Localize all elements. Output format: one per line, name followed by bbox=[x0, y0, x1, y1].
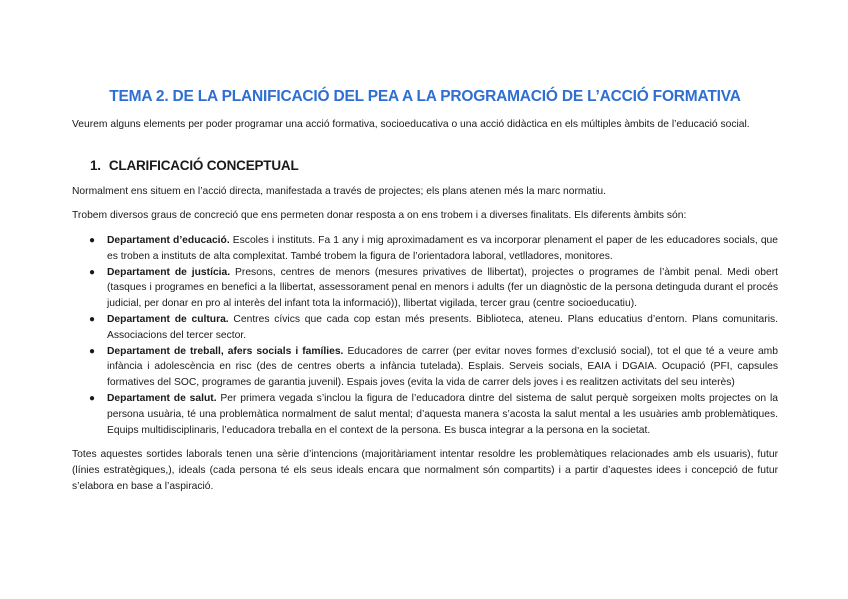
list-item bbox=[72, 265, 778, 312]
list-item-lead: Departament de salut. bbox=[107, 392, 217, 404]
list-item-lead: Departament de cultura. bbox=[107, 313, 229, 325]
document-title: TEMA 2. DE LA PLANIFICACIÓ DEL PEA A LA PROGRAMACIÓ DE L’ACCIÓ FORMATIVA bbox=[109, 88, 741, 105]
paragraph-3: Totes aquestes sortides laborals tenen una sèrie d’intencions (majoritàriament intentar resoldre les problemàtiques relacionades amb els usuaris), futur (línies estratègiques,), ideals (cada persona té els seus ideals encara que normalment són compartits) i a partir d’aquestes idees i concepció de futur s’elabora en base a l’aspiració. bbox=[72, 449, 778, 492]
list-item-lead: Departament de justícia. bbox=[107, 266, 231, 278]
list-item-text: Escoles i instituts. Fa 1 any i mig aproximadament es va incorporar plenament el paper de les educadores socials, que es troben a instituts de alta complexitat. També trobem la figura de l’orientadora laboral, vetlladores, monitores. bbox=[107, 235, 778, 262]
departments-list bbox=[72, 233, 778, 438]
list-item-text: Educadores de carrer (per evitar noves formes d’exclusió social), tot el que té a veure amb infància i adolescència en risc (des de centres oberts a infància tutelada). Esplais. Serveis socials, EAIA i DGAIA. Ocupació (PFI, capsules formatives del SOC, programes de garantia juvenil). Espais joves (evita la vida de carrer dels joves i es realitzen activitats del seu interès) bbox=[107, 345, 778, 389]
paragraph-2: Trobem diversos graus de concreció que ens permeten donar resposta a on ens trobem i a diverses finalitats. Els diferents àmbits són: bbox=[72, 210, 687, 221]
list-item-text: Presons, centres de menors (mesures privatives de llibertat), projectes o programes de l’àmbit penal. Medi obert (tasques i programes en benefici a la llibertat, assessorament penal en menors i adults (fer un diagnòstic de la persona detinguda durant el procés judicial, per donar en pro al interès del infant tota la informació)), llibertat vigilada, tercer grau (centre socioeducatiu). bbox=[107, 266, 778, 310]
bullet-icon: ● bbox=[89, 345, 96, 357]
list-item bbox=[72, 391, 778, 438]
list-item bbox=[72, 344, 778, 391]
bullet-icon: ● bbox=[89, 313, 96, 325]
paragraph-1: Normalment ens situem en l’acció directa, manifestada a través de projectes; els plans atenen més la marc normatiu. bbox=[72, 186, 606, 197]
list-item-text: Per primera vegada s’inclou la figura de l’educadora dintre del sistema de salut perquè sorgeixen molts projectes on la persona usuària, té una problemàtica normalment de salut mental; d’aquesta manera s’acosta la salut mental a les usuàries amb problemàtiques. Equips multidisciplinaris, l’educadora treballa en el context de la persona. Es busca integrar a la persona en la societat. bbox=[107, 392, 778, 436]
bullet-icon: ● bbox=[89, 235, 96, 246]
bullet-icon: ● bbox=[89, 392, 96, 404]
list-item-lead: Departament de treball, afers socials i famílies. bbox=[107, 345, 344, 357]
bullet-icon: ● bbox=[89, 266, 96, 278]
section-title: CLARIFICACIÓ CONCEPTUAL bbox=[108, 158, 299, 173]
list-item bbox=[72, 312, 778, 344]
section-heading bbox=[90, 158, 299, 173]
intro-paragraph: Veurem alguns elements per poder programar una acció formativa, socioeducativa o una acció didàctica en els múltiples àmbits de l’educació social. bbox=[72, 119, 750, 130]
list-item-text: Centres cívics que cada cop estan més presents. Biblioteca, ateneu. Plans educatius d’entorn. Plans comunitaris. Associacions del tercer sector. bbox=[107, 313, 778, 341]
list-item bbox=[72, 233, 778, 265]
section-number: 1. bbox=[90, 158, 101, 173]
list-item-lead: Departament d’educació. bbox=[107, 235, 230, 246]
